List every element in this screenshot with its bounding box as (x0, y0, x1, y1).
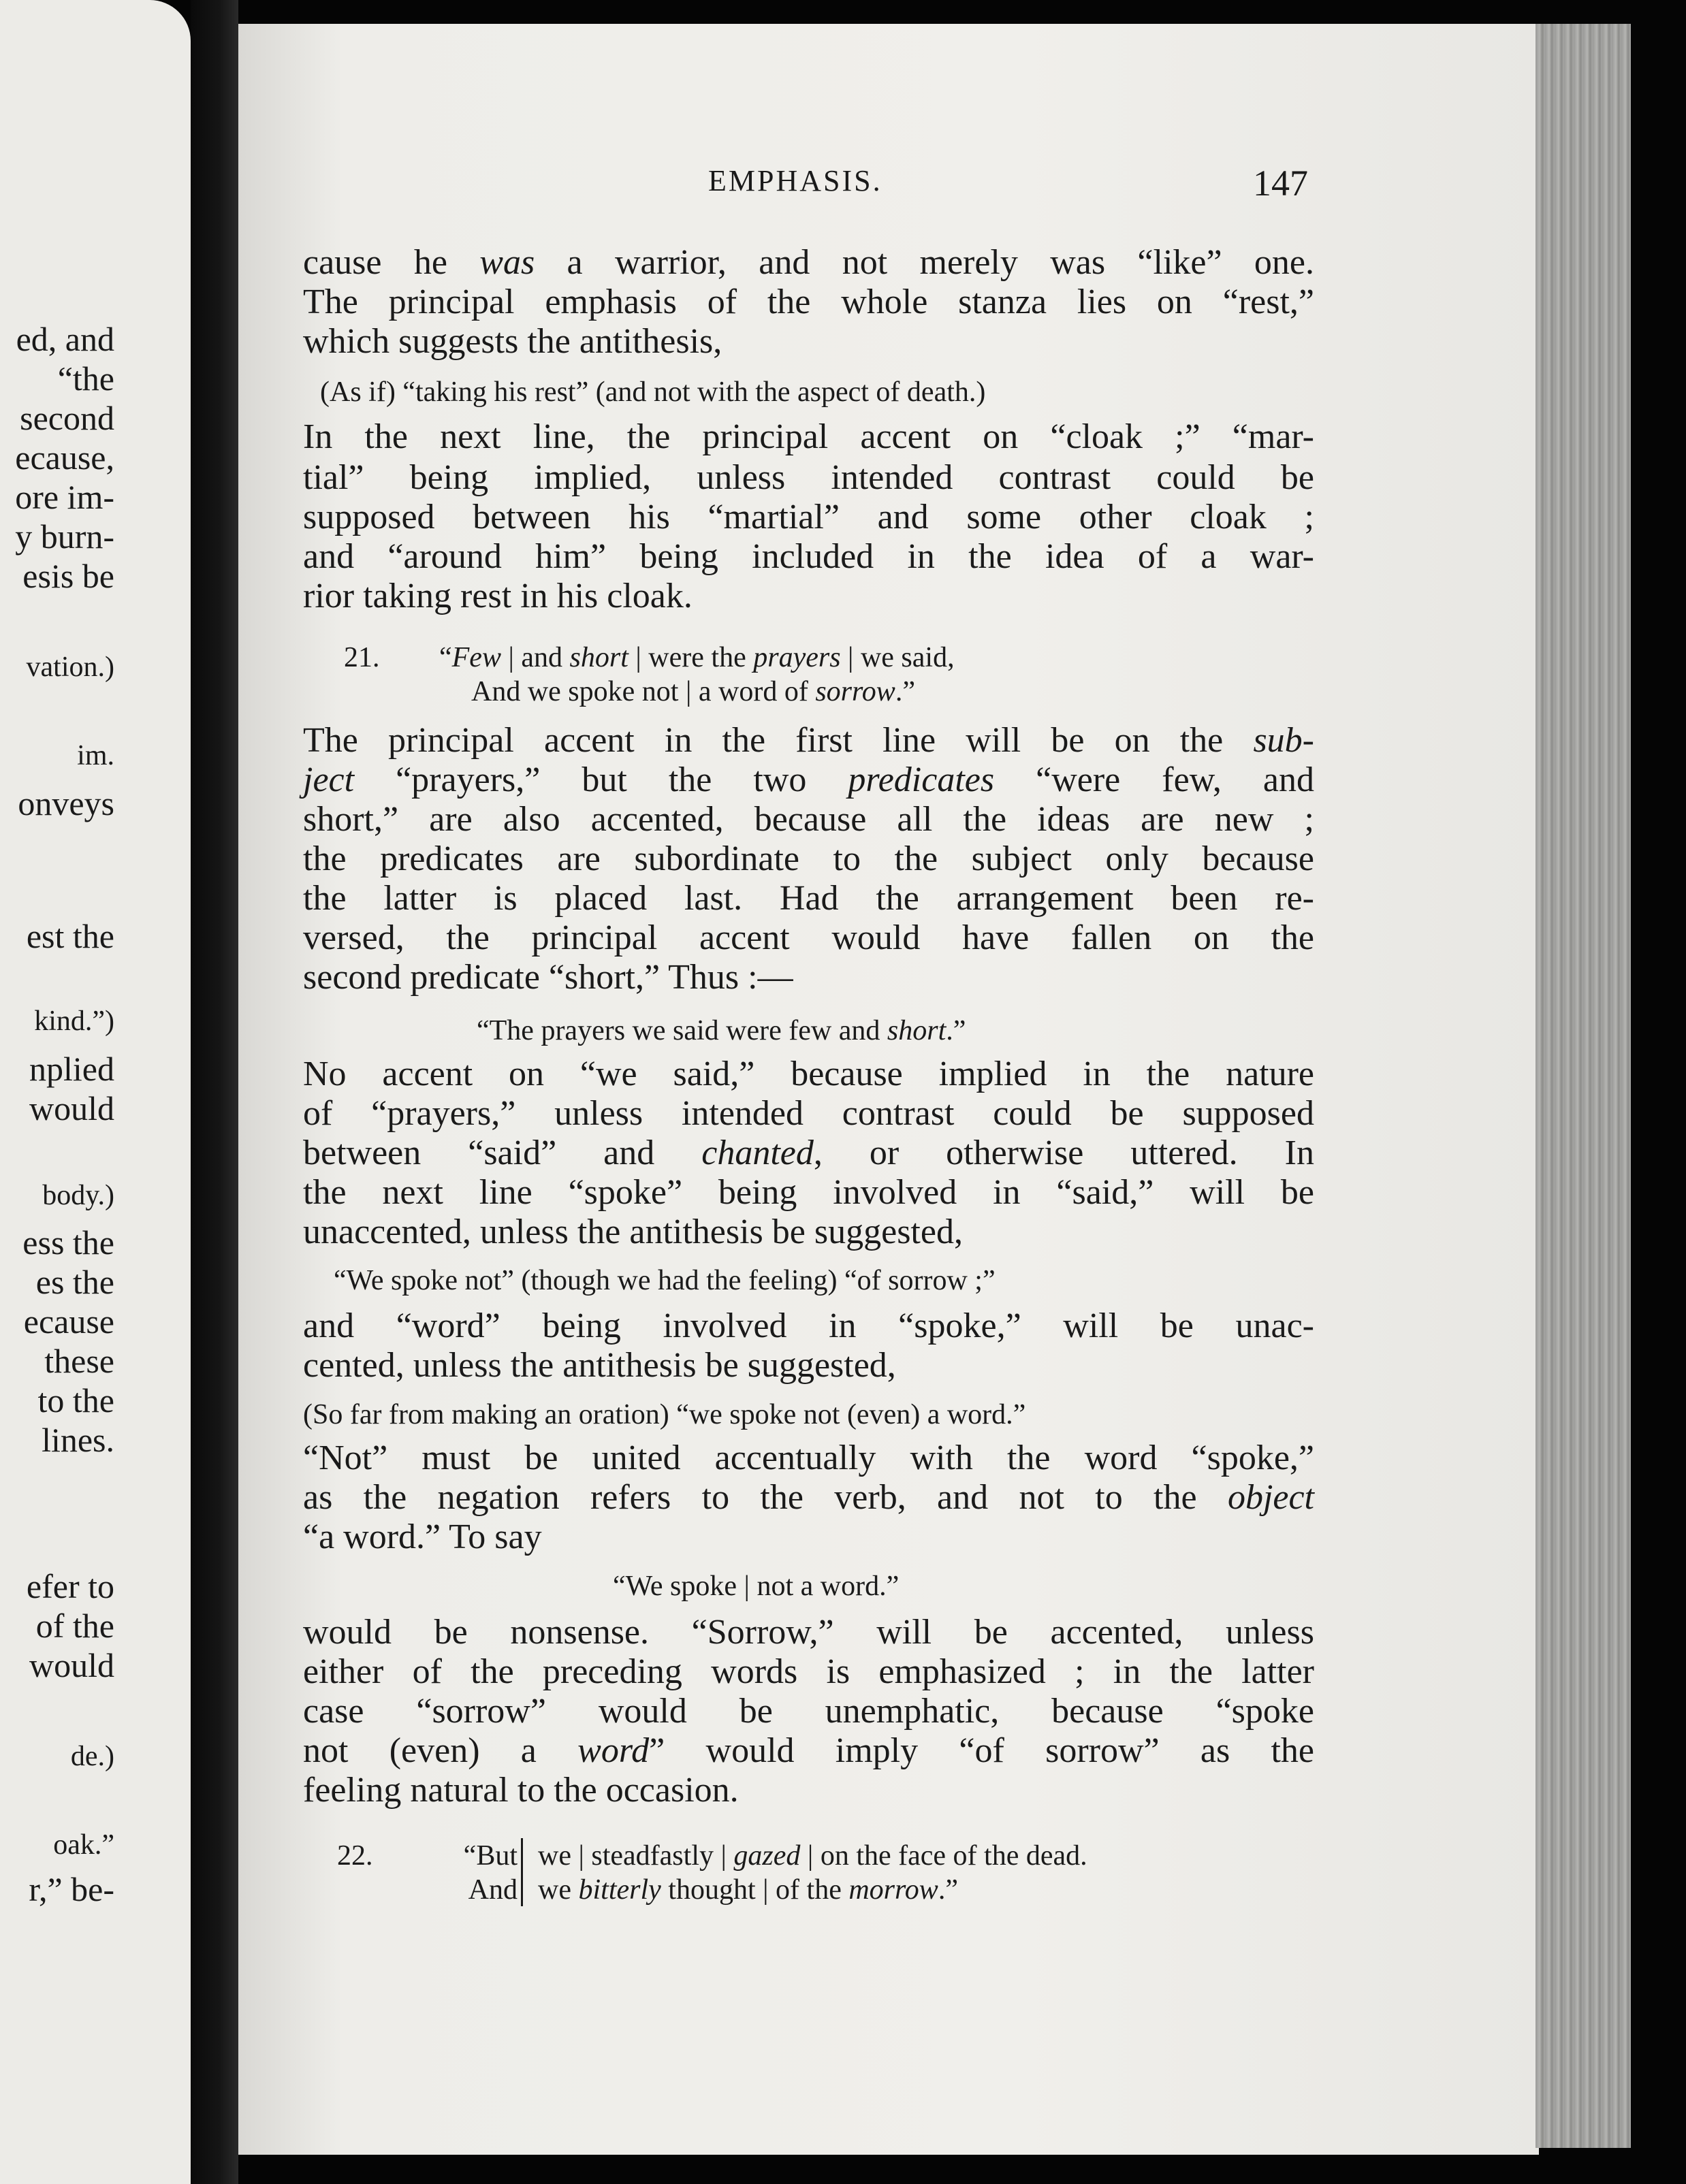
left-fragment: would (29, 1646, 114, 1684)
left-fragment: es the (35, 1263, 114, 1301)
text-line: ject “prayers,” but the two predicates “were few, and (303, 760, 1314, 799)
verse-line: And we spoke not | a word of sorrow.” (471, 676, 915, 707)
left-fragment: esis be (22, 557, 114, 595)
left-fragment: kind.”) (34, 1006, 114, 1037)
text-line: In the next line, the principal accent on “cloak ;” “mar- (303, 417, 1314, 456)
text-line: the latter is placed last. Had the arrangement been re- (303, 879, 1314, 918)
book-gutter (191, 0, 238, 2184)
quoted-example: “We spoke | not a word.” (613, 1571, 900, 1602)
text-line: the predicates are subordinate to the subject only because (303, 839, 1314, 878)
left-fragment: oak.” (53, 1829, 114, 1861)
text-line: rior taking rest in his cloak. (303, 577, 693, 615)
text-line: supposed between his “martial” and some other cloak ; (303, 498, 1314, 536)
left-fragment: lines. (42, 1421, 114, 1459)
facing-page-left (0, 0, 191, 2184)
left-fragment: onveys (18, 784, 114, 822)
example-number: 22. (337, 1840, 373, 1872)
text-line: short,” are also accented, because all the ideas are new ; (303, 800, 1314, 839)
verse-line: “Few | and short | were the prayers | we said, (439, 642, 955, 673)
left-fragment: im. (77, 740, 114, 771)
left-fragment: body.) (42, 1180, 114, 1211)
page-edge-stack (1536, 24, 1631, 2148)
left-fragment: ecause (23, 1302, 114, 1340)
text-line: not (even) a word” would imply “of sorrow” as the (303, 1731, 1314, 1770)
left-fragment: would (29, 1089, 114, 1127)
quoted-example: (As if) “taking his rest” (and not with the aspect of death.) (320, 376, 986, 408)
text-line: feeling natural to the occasion. (303, 1771, 739, 1810)
left-fragment: est the (26, 917, 114, 955)
text-line: cause he was a warrior, and not merely was “like” one. (303, 243, 1314, 282)
verse-rule (521, 1838, 523, 1906)
left-fragment: second (20, 399, 114, 437)
left-fragment: efer to (26, 1567, 114, 1605)
text-line: The principal emphasis of the whole stanza lies on “rest,” (303, 283, 1314, 321)
text-line: versed, the principal accent would have fallen on the (303, 918, 1314, 957)
text-line: No accent on “we said,” because implied in the nature (303, 1055, 1314, 1093)
text-line: unaccented, unless the antithesis be suggested, (303, 1213, 963, 1251)
text-line: tial” being implied, unless intended contrast could be (303, 458, 1314, 497)
quoted-example: “The prayers we said were few and short.” (477, 1015, 966, 1046)
text-line: cented, unless the antithesis be suggested, (303, 1346, 896, 1385)
left-fragment: to the (37, 1381, 114, 1419)
left-fragment: vation.) (26, 652, 114, 683)
left-fragment: ess the (22, 1223, 114, 1262)
verse-line: we bitterly thought | of the morrow.” (538, 1874, 958, 1906)
left-fragment: ecause, (15, 438, 114, 477)
text-line: “Not” must be united accentually with the word “spoke,” (303, 1439, 1314, 1477)
text-line: case “sorrow” would be unemphatic, because “spoke (303, 1692, 1314, 1731)
running-header: EMPHASIS. (708, 164, 882, 197)
left-fragment: ore im- (15, 478, 114, 516)
text-line: the next line “spoke” being involved in “said,” will be (303, 1173, 1314, 1212)
text-line: between “said” and chanted, or otherwise uttered. In (303, 1134, 1314, 1172)
left-fragment: these (44, 1342, 114, 1380)
quoted-example: (So far from making an oration) “we spoke not (even) a word.” (303, 1399, 1026, 1430)
left-fragment: y burn- (15, 517, 114, 556)
verse-lead: “But (463, 1840, 518, 1872)
text-line: and “around him” being included in the idea of a war- (303, 537, 1314, 576)
text-line: “a word.” To say (303, 1517, 542, 1556)
left-fragment: ed, and (16, 320, 114, 358)
text-line: would be nonsense. “Sorrow,” will be accented, unless (303, 1613, 1314, 1652)
text-line: of “prayers,” unless intended contrast could be supposed (303, 1094, 1314, 1133)
text-line: as the negation refers to the verb, and not to the object (303, 1478, 1314, 1517)
text-line: second predicate “short,” Thus :— (303, 958, 793, 997)
text-line: which suggests the antithesis, (303, 322, 722, 361)
quoted-example: “We spoke not” (though we had the feeling) “of sorrow ;” (334, 1265, 996, 1296)
left-fragment: de.) (70, 1741, 114, 1772)
text-line: and “word” being involved in “spoke,” will be unac- (303, 1306, 1314, 1345)
text-line: The principal accent in the first line will be on the sub- (303, 721, 1314, 760)
verse-lead: And (468, 1874, 518, 1906)
left-fragment: “the (57, 359, 114, 398)
left-fragment: r,” be- (29, 1870, 114, 1908)
page-number: 147 (1253, 163, 1308, 204)
verse-line: we | steadfastly | gazed | on the face of the dead. (538, 1840, 1087, 1872)
example-number: 21. (344, 642, 380, 673)
left-fragment: nplied (29, 1050, 114, 1088)
left-fragment: of the (35, 1607, 114, 1645)
text-line: either of the preceding words is emphasized ; in the latter (303, 1652, 1314, 1691)
